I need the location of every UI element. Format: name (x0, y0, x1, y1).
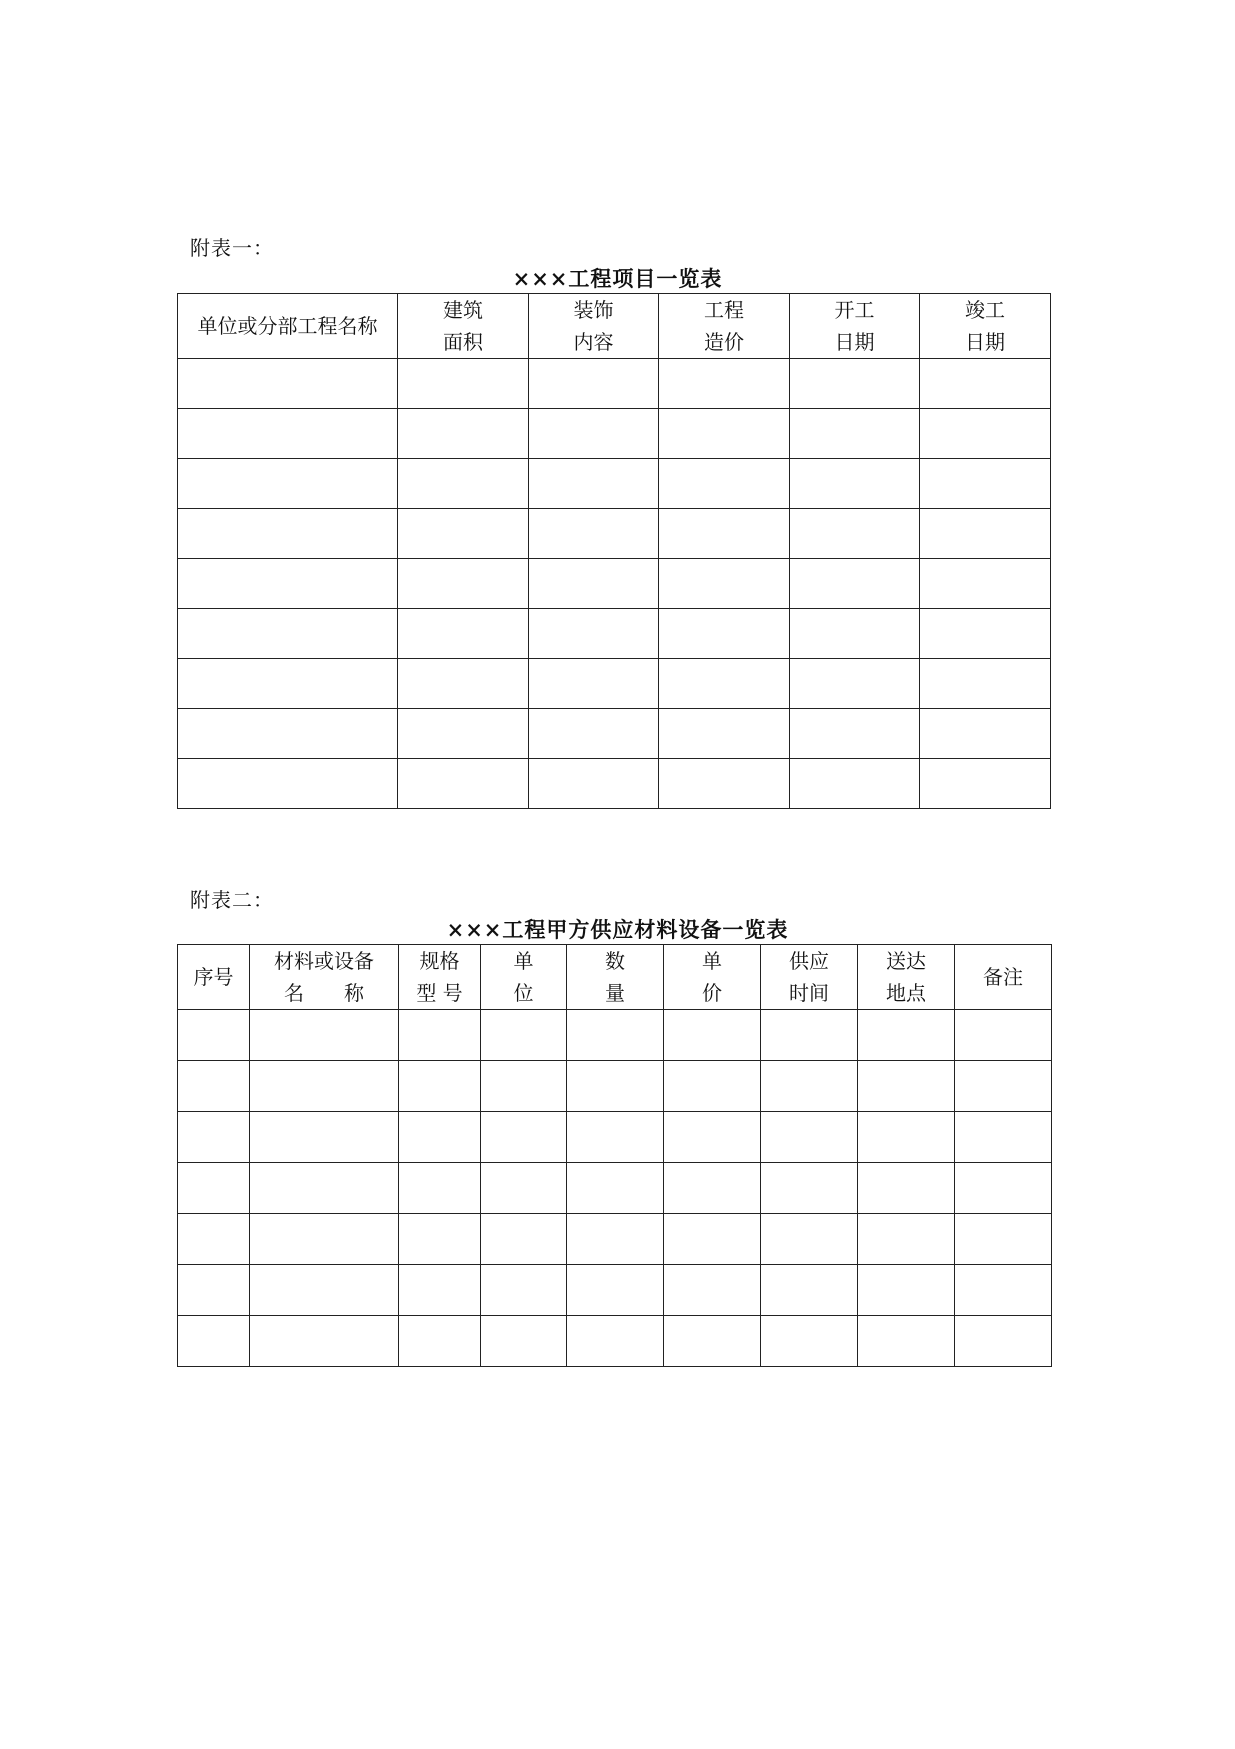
empty-cell (955, 1214, 1052, 1265)
empty-cell (398, 509, 529, 559)
table-row (178, 709, 1051, 759)
table-row (178, 409, 1051, 459)
empty-cell (790, 759, 920, 809)
empty-cell (920, 409, 1051, 459)
empty-cell (761, 1316, 858, 1367)
empty-cell (920, 709, 1051, 759)
empty-cell (567, 1061, 664, 1112)
empty-cell (659, 359, 790, 409)
empty-cell (529, 509, 659, 559)
table-row (178, 1214, 1052, 1265)
empty-cell (398, 609, 529, 659)
empty-cell (659, 509, 790, 559)
empty-cell (659, 559, 790, 609)
table-row (178, 509, 1051, 559)
empty-cell (481, 1010, 567, 1061)
empty-cell (178, 759, 398, 809)
empty-cell (250, 1316, 399, 1367)
empty-cell (178, 509, 398, 559)
empty-cell (178, 659, 398, 709)
header-cell-serial-number: 序号 (178, 945, 250, 1010)
empty-cell (659, 659, 790, 709)
empty-cell (250, 1265, 399, 1316)
empty-cell (790, 409, 920, 459)
table-row (178, 759, 1051, 809)
empty-cell (398, 659, 529, 709)
empty-cell (955, 1163, 1052, 1214)
empty-cell (398, 559, 529, 609)
empty-cell (398, 359, 529, 409)
empty-cell (659, 609, 790, 659)
empty-cell (664, 1061, 761, 1112)
header-cell-unit-name: 单位或分部工程名称 (178, 294, 398, 359)
table-body (178, 1010, 1052, 1367)
empty-cell (790, 559, 920, 609)
table-row (178, 559, 1051, 609)
empty-cell (659, 759, 790, 809)
empty-cell (178, 1163, 250, 1214)
empty-cell (955, 1061, 1052, 1112)
empty-cell (567, 1112, 664, 1163)
empty-cell (761, 1112, 858, 1163)
table-row (178, 1061, 1052, 1112)
empty-cell (761, 1061, 858, 1112)
empty-cell (399, 1163, 481, 1214)
empty-cell (567, 1265, 664, 1316)
header-cell-material-name: 材料或设备 名 称 (250, 945, 399, 1010)
empty-cell (250, 1010, 399, 1061)
empty-cell (790, 609, 920, 659)
empty-cell (529, 459, 659, 509)
empty-cell (664, 1163, 761, 1214)
empty-cell (529, 659, 659, 709)
header-cell-completion-date: 竣工 日期 (920, 294, 1051, 359)
table-row (178, 609, 1051, 659)
empty-cell (399, 1010, 481, 1061)
table2-label: 附表二： (190, 888, 274, 912)
table-row (178, 659, 1051, 709)
header-cell-unit-price: 单 价 (664, 945, 761, 1010)
empty-cell (858, 1010, 955, 1061)
empty-cell (790, 359, 920, 409)
empty-cell (567, 1316, 664, 1367)
empty-cell (178, 409, 398, 459)
empty-cell (761, 1265, 858, 1316)
table-row (178, 1316, 1052, 1367)
empty-cell (398, 459, 529, 509)
empty-cell (178, 559, 398, 609)
empty-cell (761, 1163, 858, 1214)
table-body (178, 359, 1051, 809)
empty-cell (529, 359, 659, 409)
empty-cell (529, 709, 659, 759)
empty-cell (250, 1061, 399, 1112)
empty-cell (398, 759, 529, 809)
empty-cell (858, 1112, 955, 1163)
empty-cell (529, 609, 659, 659)
empty-cell (664, 1214, 761, 1265)
table-row (178, 359, 1051, 409)
empty-cell (178, 1316, 250, 1367)
empty-cell (178, 459, 398, 509)
header-cell-building-area: 建筑 面积 (398, 294, 529, 359)
empty-cell (481, 1265, 567, 1316)
empty-cell (178, 1010, 250, 1061)
empty-cell (399, 1214, 481, 1265)
empty-cell (178, 1112, 250, 1163)
empty-cell (920, 459, 1051, 509)
empty-cell (529, 559, 659, 609)
empty-cell (664, 1265, 761, 1316)
empty-cell (955, 1265, 1052, 1316)
empty-cell (955, 1010, 1052, 1061)
empty-cell (529, 409, 659, 459)
empty-cell (399, 1316, 481, 1367)
empty-cell (920, 759, 1051, 809)
table1-label: 附表一： (190, 236, 274, 260)
empty-cell (399, 1061, 481, 1112)
empty-cell (567, 1214, 664, 1265)
empty-cell (481, 1214, 567, 1265)
empty-cell (858, 1061, 955, 1112)
materials-equipment-table (177, 944, 1052, 1367)
empty-cell (920, 659, 1051, 709)
empty-cell (761, 1010, 858, 1061)
empty-cell (178, 1265, 250, 1316)
empty-cell (920, 359, 1051, 409)
empty-cell (399, 1265, 481, 1316)
empty-cell (664, 1010, 761, 1061)
empty-cell (178, 359, 398, 409)
table-header-row (178, 945, 1052, 1010)
empty-cell (398, 709, 529, 759)
empty-cell (858, 1163, 955, 1214)
empty-cell (790, 509, 920, 559)
empty-cell (955, 1112, 1052, 1163)
empty-cell (664, 1316, 761, 1367)
header-cell-project-cost: 工程 造价 (659, 294, 790, 359)
table-row (178, 1163, 1052, 1214)
table1-title: ×××工程项目一览表 (512, 266, 723, 291)
empty-cell (567, 1010, 664, 1061)
header-cell-decoration-content: 装饰 内容 (529, 294, 659, 359)
empty-cell (858, 1214, 955, 1265)
empty-cell (481, 1163, 567, 1214)
header-cell-spec-model: 规格 型 号 (399, 945, 481, 1010)
empty-cell (790, 459, 920, 509)
table-row (178, 1010, 1052, 1061)
empty-cell (858, 1265, 955, 1316)
header-cell-unit: 单 位 (481, 945, 567, 1010)
empty-cell (250, 1163, 399, 1214)
table-header-row (178, 294, 1051, 359)
empty-cell (481, 1316, 567, 1367)
empty-cell (920, 559, 1051, 609)
empty-cell (920, 509, 1051, 559)
empty-cell (178, 1061, 250, 1112)
empty-cell (858, 1316, 955, 1367)
empty-cell (790, 659, 920, 709)
table-row (178, 1112, 1052, 1163)
empty-cell (481, 1061, 567, 1112)
empty-cell (955, 1316, 1052, 1367)
empty-cell (178, 1214, 250, 1265)
empty-cell (178, 709, 398, 759)
table2-title: ×××工程甲方供应材料设备一览表 (446, 917, 789, 942)
empty-cell (250, 1112, 399, 1163)
empty-cell (659, 459, 790, 509)
empty-cell (790, 709, 920, 759)
empty-cell (659, 709, 790, 759)
empty-cell (920, 609, 1051, 659)
empty-cell (529, 759, 659, 809)
empty-cell (398, 409, 529, 459)
empty-cell (250, 1214, 399, 1265)
empty-cell (659, 409, 790, 459)
empty-cell (567, 1163, 664, 1214)
header-cell-start-date: 开工 日期 (790, 294, 920, 359)
header-cell-supply-time: 供应 时间 (761, 945, 858, 1010)
empty-cell (178, 609, 398, 659)
project-overview-table (177, 293, 1051, 809)
header-cell-remarks: 备注 (955, 945, 1052, 1010)
table-row (178, 1265, 1052, 1316)
empty-cell (399, 1112, 481, 1163)
table-row (178, 459, 1051, 509)
header-cell-quantity: 数 量 (567, 945, 664, 1010)
header-cell-delivery-location: 送达 地点 (858, 945, 955, 1010)
empty-cell (481, 1112, 567, 1163)
empty-cell (761, 1214, 858, 1265)
empty-cell (664, 1112, 761, 1163)
